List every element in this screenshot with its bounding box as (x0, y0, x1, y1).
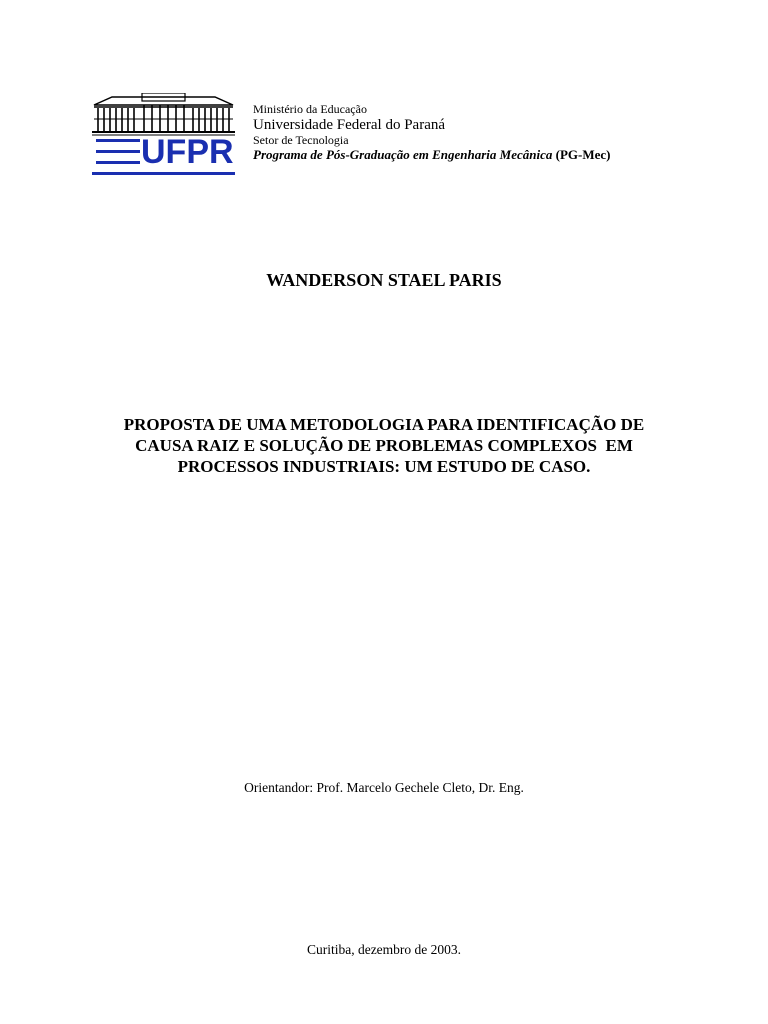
institution-header (253, 103, 610, 163)
logo-wordmark: UFPR (141, 133, 234, 171)
ufpr-logo (92, 93, 235, 177)
author-name: WANDERSON STAEL PARIS (266, 270, 502, 290)
sector-label: Setor de Tecnologia (253, 133, 349, 148)
program-title: Programa de Pós-Graduação em Engenharia Mecânica (253, 146, 553, 162)
place-date: Curitiba, dezembro de 2003. (306, 942, 462, 957)
document-title (60, 414, 708, 477)
university-name: Universidade Federal do Paraná (253, 116, 446, 133)
title-line: PROPOSTA DE UMA METODOLOGIA PARA IDENTIFICAÇÃO DE (123, 415, 645, 434)
title-line: PROCESSOS INDUSTRIAIS: UM ESTUDO DE CASO. (177, 457, 591, 476)
ministry-label: Ministério da Educação (253, 102, 367, 116)
program-name (253, 148, 610, 163)
advisor-line: Orientandor: Prof. Marcelo Gechele Cleto, Dr. Eng. (244, 780, 524, 795)
title-line: CAUSA RAIZ E SOLUÇÃO DE PROBLEMAS COMPLEXOS EM (135, 436, 633, 455)
program-abbreviation: (PG-Mec) (555, 146, 611, 162)
